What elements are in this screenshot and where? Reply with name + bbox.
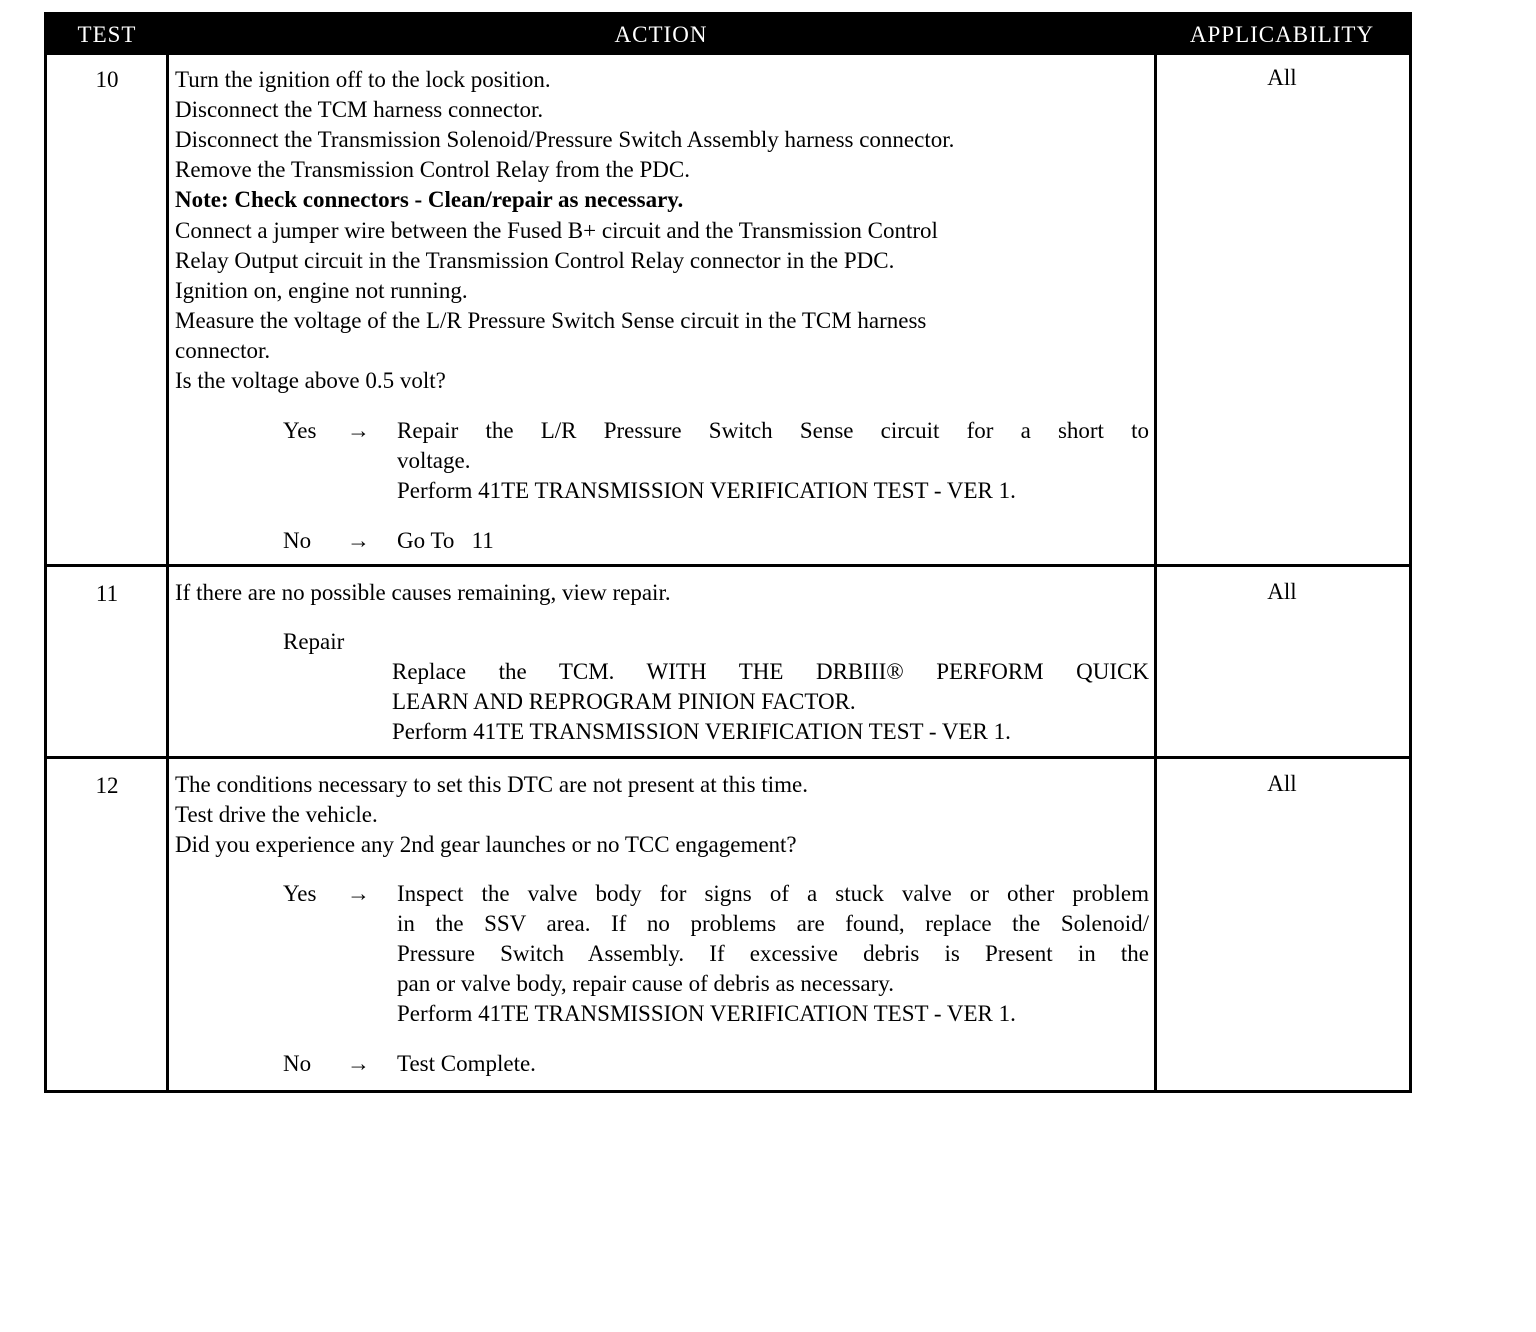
yes-result-line: Perform 41TE TRANSMISSION VERIFICATION TEST - VER 1. — [397, 1001, 1016, 1026]
applicability-value: All — [1267, 65, 1297, 90]
repair-line: Perform 41TE TRANSMISSION VERIFICATION TEST - VER 1. — [392, 719, 1011, 744]
action-note: Note: Check connectors - Clean/repair as necessary. — [175, 187, 684, 212]
action-line: Remove the Transmission Control Relay from the PDC. — [175, 157, 690, 182]
header-action: ACTION — [614, 22, 708, 47]
action-question: Is the voltage above 0.5 volt? — [175, 368, 446, 393]
action-line: Disconnect the TCM harness connector. — [175, 97, 544, 122]
header-test: TEST — [77, 22, 137, 47]
column-divider — [166, 55, 169, 1090]
yes-result-line: in the SSV area. If no problems are found, replace the Solenoid/ — [397, 911, 1149, 936]
repair-label: Repair — [283, 629, 345, 654]
row-divider — [47, 756, 1409, 759]
action-line: Disconnect the Transmission Solenoid/Pressure Switch Assembly harness connector. — [175, 127, 955, 152]
no-label: No — [283, 528, 312, 553]
row-divider — [47, 564, 1409, 567]
action-line: Ignition on, engine not running. — [175, 278, 468, 303]
yes-result-line: Repair the L/R Pressure Switch Sense circuit for a short to — [397, 418, 1149, 443]
applicability-value: All — [1267, 579, 1297, 604]
arrow-icon: → — [347, 528, 370, 553]
arrow-icon: → — [347, 1051, 370, 1076]
action-question: Did you experience any 2nd gear launches or no TCC engagement? — [175, 832, 797, 857]
repair-line: Replace the TCM. WITH THE DRBIII® PERFORM QUICK — [392, 659, 1149, 684]
arrow-icon: → — [347, 881, 370, 906]
action-line: Test drive the vehicle. — [175, 802, 378, 827]
action-line: The conditions necessary to set this DTC are not present at this time. — [175, 772, 808, 797]
no-label: No — [283, 1051, 312, 1076]
action-line: Turn the ignition off to the lock position. — [175, 67, 551, 92]
yes-result-line: Inspect the valve body for signs of a stuck valve or other problem — [397, 881, 1149, 906]
yes-result-line: Perform 41TE TRANSMISSION VERIFICATION TEST - VER 1. — [397, 478, 1016, 503]
action-line: Relay Output circuit in the Transmission Control Relay connector in the PDC. — [175, 248, 895, 273]
test-number: 11 — [95, 581, 119, 606]
yes-label: Yes — [283, 418, 317, 443]
test-number: 12 — [95, 773, 119, 798]
applicability-value: All — [1267, 771, 1297, 796]
yes-result-line: pan or valve body, repair cause of debris as necessary. — [397, 971, 895, 996]
arrow-icon: → — [347, 418, 370, 443]
header-applicability: APPLICABILITY — [1189, 22, 1375, 47]
yes-result-line: Pressure Switch Assembly. If excessive debris is Present in the — [397, 941, 1149, 966]
repair-line: LEARN AND REPROGRAM PINION FACTOR. — [392, 689, 856, 714]
action-line: Measure the voltage of the L/R Pressure Switch Sense circuit in the TCM harness — [175, 308, 927, 333]
column-divider — [1154, 55, 1157, 1090]
action-line: If there are no possible causes remaining, view repair. — [175, 580, 671, 605]
yes-result-line: voltage. — [397, 448, 471, 473]
table-header — [47, 15, 1409, 55]
no-result: Go To 11 — [397, 528, 494, 553]
diagnostic-test-table — [44, 12, 1412, 1093]
test-number: 10 — [95, 67, 119, 92]
action-line: Connect a jumper wire between the Fused B+ circuit and the Transmission Control — [175, 218, 938, 243]
action-line: connector. — [175, 338, 271, 363]
no-result: Test Complete. — [397, 1051, 536, 1076]
yes-label: Yes — [283, 881, 317, 906]
